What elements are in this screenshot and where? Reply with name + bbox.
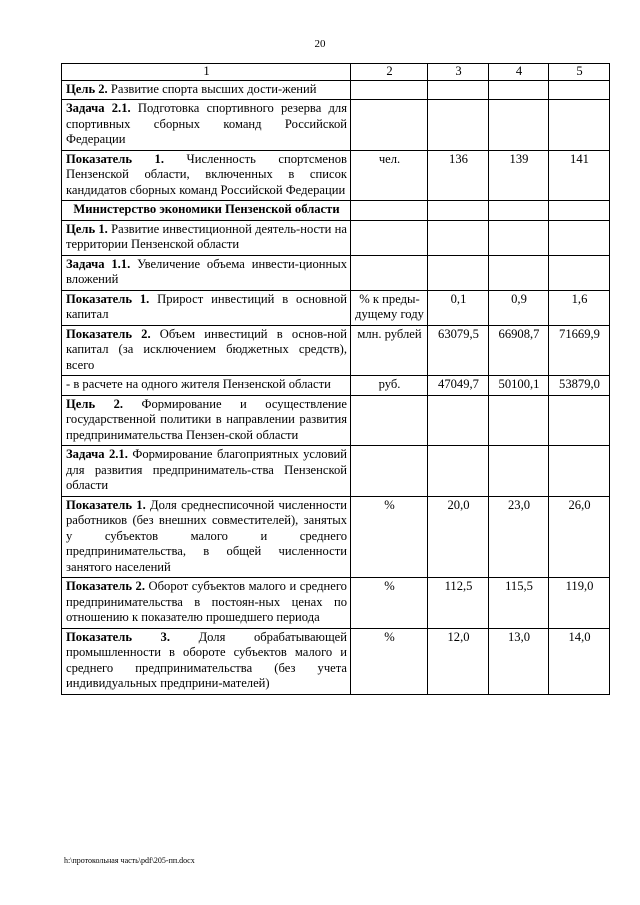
table-row [62, 446, 610, 497]
value-cell [428, 80, 489, 100]
empty-cell [549, 201, 610, 221]
value-cell: 23,0 [489, 496, 549, 578]
unit-cell: % к преды-дущему году [351, 290, 428, 325]
value-cell [489, 100, 549, 151]
value-cell [428, 100, 489, 151]
indicator-label: Цель 2. [66, 81, 108, 96]
indicator-label: Задача 2.1. [66, 101, 131, 115]
indicator-description [62, 325, 351, 376]
value-cell [489, 80, 549, 100]
value-cell: 112,5 [428, 578, 489, 629]
value-cell [489, 220, 549, 255]
indicator-text: Оборот субъектов малого и среднего предпринимательства в постоян-ных ценах по отношению к показателю прошедшего периода [66, 579, 347, 624]
indicator-description [62, 100, 351, 151]
value-cell [489, 446, 549, 497]
table-row [62, 80, 610, 100]
unit-cell [351, 395, 428, 446]
indicator-description [62, 496, 351, 578]
table-row [62, 628, 610, 694]
value-cell [549, 446, 610, 497]
empty-cell [428, 201, 489, 221]
page-number: 20 [314, 38, 326, 50]
indicator-label: Цель 2. [66, 396, 124, 411]
value-cell: 53879,0 [549, 376, 610, 396]
table-row [62, 100, 610, 151]
unit-cell [351, 220, 428, 255]
value-cell [428, 255, 489, 290]
value-cell: 47049,7 [428, 376, 489, 396]
unit-cell: % [351, 496, 428, 578]
unit-cell [351, 100, 428, 151]
value-cell [489, 395, 549, 446]
indicator-label: Задача 2.1. [66, 447, 128, 461]
indicator-description [62, 376, 351, 396]
indicator-text: Формирование благоприятных условий для развития предприниматель-ства Пензенской области [66, 447, 348, 492]
indicator-text: Доля обрабатывающей промышленности в обороте субъектов малого и среднего предпринимательства (без учета индивидуальных предприни-мателей) [66, 629, 347, 690]
value-cell [549, 395, 610, 446]
indicator-label: Показатель 2. [66, 579, 145, 593]
value-cell: 115,5 [489, 578, 549, 629]
value-cell [428, 220, 489, 255]
indicator-label: Показатель 1. [66, 497, 146, 512]
table-header-row [62, 64, 610, 81]
table-row [62, 578, 610, 629]
header-cell: 1 [62, 64, 351, 81]
value-cell: 66908,7 [489, 325, 549, 376]
value-cell: 139 [489, 150, 549, 201]
indicator-text: Подготовка спортивного резерва для спортивных сборных команд Российской Федерации [66, 101, 348, 146]
value-cell: 0,9 [489, 290, 549, 325]
value-cell: 63079,5 [428, 325, 489, 376]
empty-cell [489, 201, 549, 221]
indicator-description [62, 290, 351, 325]
indicator-text: Объем инвестиций в основ-ной капитал (за исключением бюджетных средств), всего [66, 326, 347, 372]
indicator-text: Развитие инвестиционной деятель-ности на территории Пензенской области [66, 221, 347, 251]
value-cell [428, 446, 489, 497]
table-row [62, 290, 610, 325]
table-row [62, 395, 610, 446]
indicator-description [62, 220, 351, 255]
value-cell: 26,0 [549, 496, 610, 578]
indicator-label: Показатель 1. [66, 291, 150, 306]
value-cell: 0,1 [428, 290, 489, 325]
header-cell: 2 [351, 64, 428, 81]
unit-cell [351, 80, 428, 100]
table-row [62, 220, 610, 255]
table-row [62, 376, 610, 396]
value-cell [549, 100, 610, 151]
value-cell [549, 255, 610, 290]
value-cell: 119,0 [549, 578, 610, 629]
table-row [62, 150, 610, 201]
value-cell [549, 220, 610, 255]
value-cell: 136 [428, 150, 489, 201]
value-cell: 71669,9 [549, 325, 610, 376]
table-row [62, 325, 610, 376]
header-cell: 3 [428, 64, 489, 81]
indicator-description [62, 628, 351, 694]
indicator-label: Показатель 3. [66, 629, 171, 644]
header-cell: 4 [489, 64, 549, 81]
indicator-label: Показатель 2. [66, 326, 151, 341]
indicator-label: Показатель 1. [66, 151, 164, 166]
value-cell: 1,6 [549, 290, 610, 325]
indicator-text: Прирост инвестиций в основной капитал [66, 291, 347, 321]
empty-cell [351, 201, 428, 221]
value-cell: 50100,1 [489, 376, 549, 396]
unit-cell: руб. [351, 376, 428, 396]
table-row [62, 496, 610, 578]
table-row [62, 201, 610, 221]
value-cell [489, 255, 549, 290]
section-header-cell: Министерство экономики Пензенской области [62, 201, 351, 221]
indicator-description [62, 446, 351, 497]
indicator-text: - в расчете на одного жителя Пензенской области [66, 377, 331, 391]
value-cell [428, 395, 489, 446]
value-cell: 14,0 [549, 628, 610, 694]
unit-cell [351, 255, 428, 290]
value-cell: 20,0 [428, 496, 489, 578]
indicator-text: Увеличение объема инвести-ционных вложений [66, 256, 348, 286]
value-cell [549, 80, 610, 100]
value-cell: 13,0 [489, 628, 549, 694]
indicator-text: Доля среднесписочной численности работников (без внешних совместителей), занятых у субъектов малого и среднего предпринимательства, в общей численности занятого населений [66, 497, 347, 574]
indicator-label: Задача 1.1. [66, 256, 131, 271]
indicator-description [62, 395, 351, 446]
indicator-description [62, 255, 351, 290]
value-cell: 12,0 [428, 628, 489, 694]
indicator-description [62, 80, 351, 100]
indicator-label: Цель 1. [66, 221, 108, 236]
unit-cell: млн. рублей [351, 325, 428, 376]
indicator-description [62, 150, 351, 201]
value-cell: 141 [549, 150, 610, 201]
indicator-text: Формирование и осуществление государственной политики в направлении развития предпринимательства Пензен-ской области [66, 396, 347, 442]
indicators-table [61, 63, 610, 695]
footer-file-path: h:\протокольная часть\pdf\205-пп.docx [64, 856, 195, 865]
indicator-text: Численность спортсменов Пензенской области, включенных в список кандидатов сборных команд Российской Федерации [66, 151, 347, 197]
header-cell: 5 [549, 64, 610, 81]
indicator-description [62, 578, 351, 629]
unit-cell: чел. [351, 150, 428, 201]
unit-cell: % [351, 578, 428, 629]
unit-cell [351, 446, 428, 497]
unit-cell: % [351, 628, 428, 694]
indicator-text: Развитие спорта высших дости-жений [107, 81, 317, 96]
table-row [62, 255, 610, 290]
